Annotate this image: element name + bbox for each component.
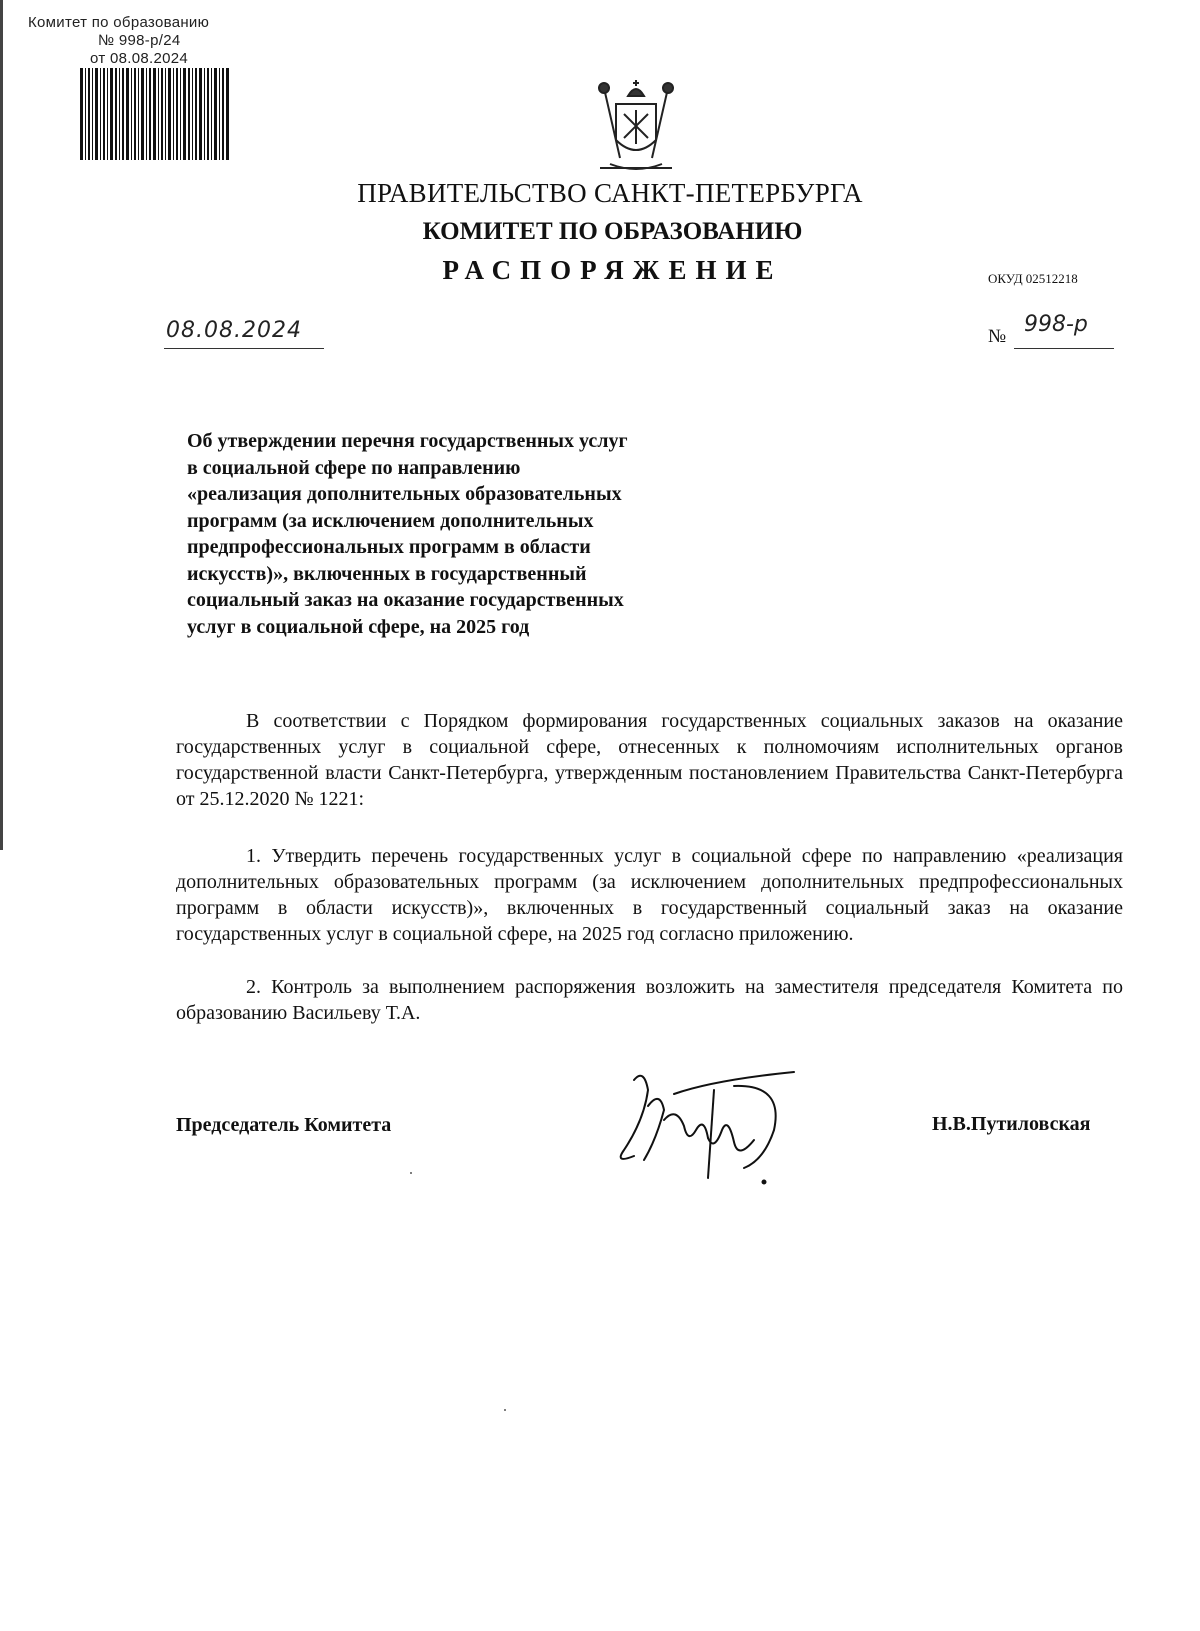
okud-code: ОКУД 02512218 (988, 271, 1078, 286)
title-line: социальный заказ на оказание государственных (187, 589, 624, 611)
stamp-number: № 998-р/24 (98, 32, 181, 49)
number-label: № (988, 326, 1007, 347)
handwritten-signature (604, 1060, 824, 1190)
preamble-paragraph: В соответствии с Порядком формирования государственных социальных заказов на оказание государственных услуг в социальной сфере, отнесенных к полномочиям исполнительных органов государственной власти Санкт-Петербурга, утвержденным постановлением Правительства Санкт-Петербурга от 25.12.2020 № 1221: (176, 710, 1123, 810)
title-line: искусств)», включенных в государственный (187, 562, 587, 585)
date-underline (164, 348, 324, 349)
document-date: 08.08.2024 (166, 318, 302, 343)
coat-of-arms-emblem (590, 78, 682, 174)
barcode (80, 68, 230, 160)
title-line: Об утверждении перечня государственных услуг (187, 430, 628, 452)
title-line: в социальной сфере по направлению (187, 456, 521, 479)
document-number: 998-р (1024, 312, 1088, 337)
committee-name: КОМИТЕТ ПО ОБРАЗОВАНИЮ (422, 218, 803, 245)
order-item-1: 1. Утвердить перечень государственных услуг в социальной сфере по направлению «реализация дополнительных образовательных программ (за исключением дополнительных предпрофессиональных программ в области искусств)», включенных в государственный социальный заказ на оказание государственных услуг в социальной сфере, на 2025 год согласно приложению. (176, 845, 1123, 945)
stamp-date: от 08.08.2024 (90, 50, 189, 67)
scan-edge (0, 0, 3, 850)
signatory-position: Председатель Комитета (176, 1114, 392, 1136)
scan-speck (410, 1172, 412, 1174)
title-line: программ (за исключением дополнительных (187, 509, 594, 532)
registration-stamp (28, 14, 278, 68)
stamp-committee: Комитет по образованию (28, 14, 210, 31)
title-line: «реализация дополнительных образовательных (187, 483, 622, 505)
signatory-name: Н.В.Путиловская (932, 1113, 1091, 1135)
document-title (187, 428, 747, 640)
title-line: услуг в социальной сфере, на 2025 год (187, 615, 530, 638)
order-item-2: 2. Контроль за выполнением распоряжения возложить на заместителя председателя Комитета по образованию Васильеву Т.А. (176, 976, 1123, 1024)
title-line: предпрофессиональных программ в области (187, 536, 591, 558)
document-type: РАСПОРЯЖЕНИЕ (442, 255, 783, 285)
scan-speck (504, 1409, 506, 1411)
number-underline (1014, 348, 1114, 349)
government-name: ПРАВИТЕЛЬСТВО САНКТ-ПЕТЕРБУРГА (357, 178, 863, 208)
